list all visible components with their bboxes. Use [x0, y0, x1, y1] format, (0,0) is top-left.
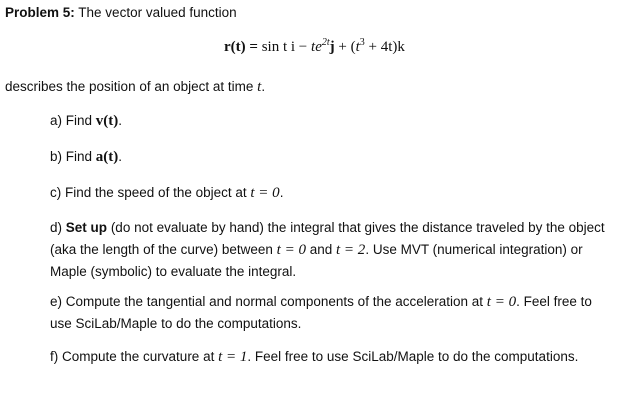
part-a-end: . — [118, 113, 123, 128]
part-c-eq: t = 0 — [250, 185, 280, 201]
part-d-and: and — [309, 242, 333, 257]
equation-plus: + ( — [334, 39, 356, 55]
description — [5, 80, 265, 95]
part-c-end: . — [279, 185, 284, 200]
part-e-line1a: e) Compute the tangential and normal components of the acceleration at — [50, 294, 484, 309]
description-text: describes the position of an object at time — [5, 79, 254, 94]
part-d-line2a: (aka the length of the curve) between — [50, 242, 273, 257]
problem-intro: The vector valued function — [78, 5, 237, 20]
part-d-line1-text: (do not evaluate by hand) the integral that gives the distance traveled by the object — [110, 220, 605, 235]
part-d-bold: Set up — [65, 220, 108, 235]
part-a — [50, 114, 122, 129]
part-b — [50, 150, 122, 165]
part-c-text: c) Find the speed of the object at — [50, 185, 247, 200]
equation-t3-base: t — [355, 39, 360, 55]
part-b-end: . — [118, 149, 123, 164]
description-end: . — [261, 79, 266, 94]
part-f — [50, 350, 578, 365]
equation-exponent: 2t — [321, 37, 330, 48]
problem-heading: Problem 5: — [5, 5, 75, 20]
description-var: t — [257, 79, 262, 95]
equation-term1: sin t i — [261, 39, 296, 55]
equation-minus: − — [295, 39, 312, 55]
part-e-line2: use SciLab/Maple to do the computations. — [50, 316, 302, 331]
part-d-eq1: t = 0 — [276, 242, 306, 258]
problem-header — [5, 6, 237, 20]
part-a-expr: v(t) — [95, 113, 119, 129]
equation-j: j — [329, 39, 335, 55]
part-a-label: a) Find — [50, 113, 93, 128]
part-d-line1 — [50, 217, 620, 239]
equation-rest: + 4t)k — [364, 39, 405, 55]
part-d-line3: Maple (symbolic) to evaluate the integral. — [50, 264, 297, 279]
part-f-text-a: f) Compute the curvature at — [50, 349, 215, 364]
equation-lhs: r(t) = — [224, 39, 262, 55]
position-equation — [224, 37, 405, 55]
part-b-expr: a(t) — [95, 149, 119, 165]
part-d-line2b: . Use MVT (numerical integration) or — [365, 242, 583, 257]
part-e-line1b: . Feel free to — [516, 294, 592, 309]
part-e-eq: t = 0 — [486, 294, 517, 310]
part-b-label: b) Find — [50, 149, 93, 164]
part-d-label: d) — [50, 220, 63, 235]
part-e — [50, 291, 620, 335]
part-d-eq2: t = 2 — [336, 242, 366, 258]
part-d — [50, 217, 620, 283]
equation-t-coef: t — [311, 39, 316, 55]
equation-e: e — [315, 39, 322, 55]
part-c — [50, 186, 283, 201]
part-f-eq: t = 1 — [218, 349, 248, 365]
part-f-text-b: . Feel free to use SciLab/Maple to do the computations. — [247, 349, 579, 364]
part-d-line2 — [50, 239, 620, 261]
equation-t3-exp: 3 — [359, 37, 365, 48]
part-e-line1 — [50, 291, 620, 313]
